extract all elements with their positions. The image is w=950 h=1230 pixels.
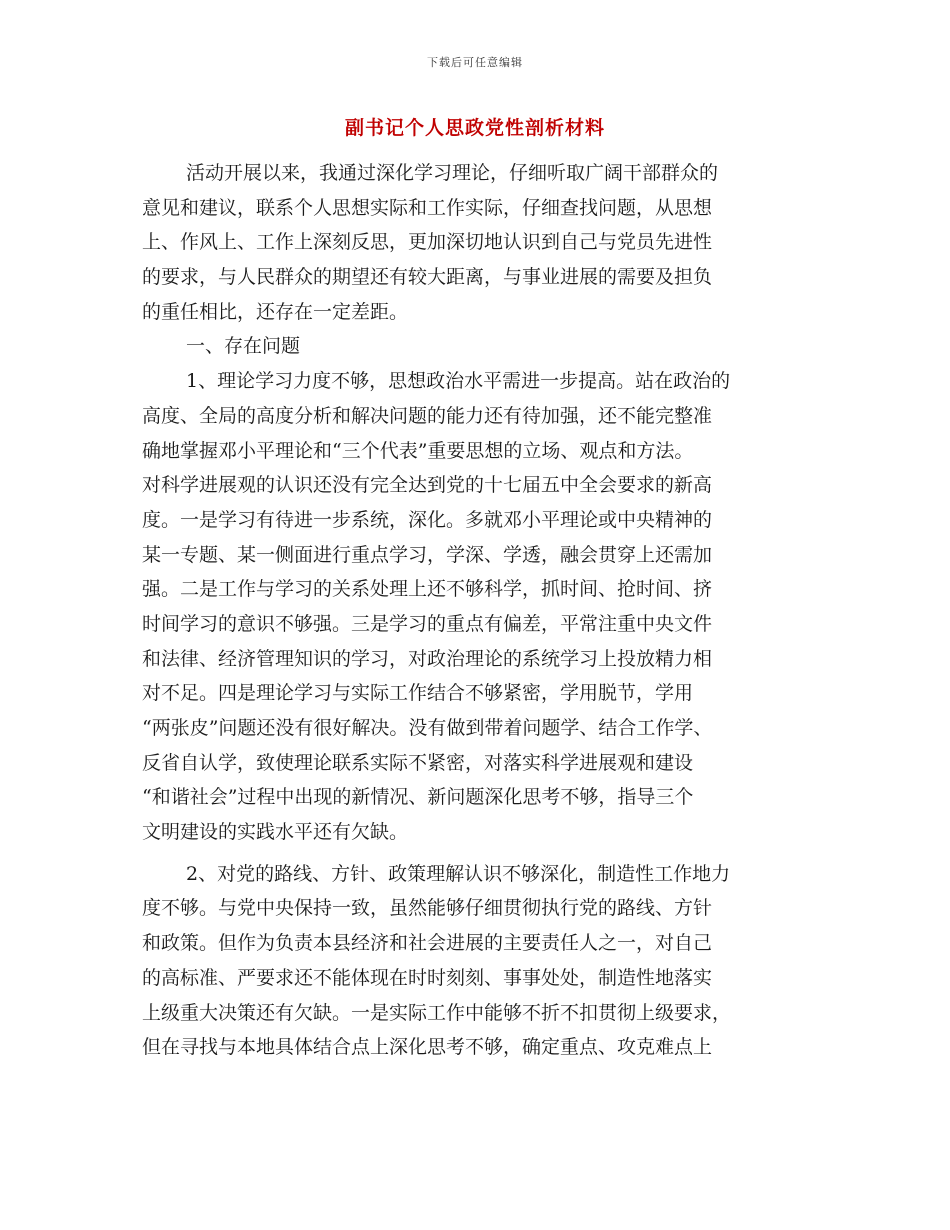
paragraph-line: 上、作风上、工作上深刻反思，更加深切地认识到自己与党员先进性	[142, 231, 713, 254]
paragraph-line: 度。一是学习有待进一步系统，深化。多就邓小平理论或中央精神的	[142, 508, 713, 531]
paragraph-line: 度不够。与党中央保持一致，虽然能够仔细贯彻执行党的路线、方针	[142, 897, 713, 920]
paragraph-line: 2、对党的路线、方针、政策理解认识不够深化，制造性工作地力	[186, 862, 731, 885]
paragraph-line: 1、理论学习力度不够，思想政治水平需进一步提高。站在政治的	[186, 370, 731, 393]
paragraph-line: 和政策。但作为负责本县经济和社会进展的主要责任人之一，对自己	[142, 932, 713, 955]
paragraph-line: 对不足。四是理论学习与实际工作结合不够紧密，学用脱节，学用	[142, 682, 694, 705]
paragraph-line: 的高标准、严要求还不能体现在时时刻刻、事事处处，制造性地落实	[142, 966, 713, 989]
paragraph-gap	[142, 850, 810, 857]
paragraph-line: “两张皮”问题还没有很好解决。没有做到带着问题学、结合工作学、	[142, 717, 713, 739]
section-heading: 一、存在问题	[186, 335, 301, 358]
paragraph-line: 和法律、经济管理知识的学习，对政治理论的系统学习上投放精力相	[142, 647, 713, 670]
paragraph-line: 确地掌握邓小平理论和“三个代表”重要思想的立场、观点和方法。	[142, 439, 694, 462]
paragraph-line: 的重任相比，还存在一定差距。	[142, 300, 409, 323]
paragraph-line: 强。二是工作与学习的关系处理上还不够科学，抓时间、抢时间、挤	[142, 578, 713, 601]
paragraph-line: 文明建设的实践水平还有欠缺。	[142, 821, 409, 844]
paragraph-line: 的要求，与人民群众的期望还有较大距离，与事业进展的需要及担负	[142, 266, 713, 289]
paragraph-line: 意见和建议，联系个人思想实际和工作实际，仔细查找问题，从思想	[142, 196, 713, 219]
document-body	[142, 156, 810, 1065]
page-header-note: 下载后可任意编辑	[427, 56, 523, 69]
paragraph-line: 活动开展以来，我通过深化学习理论，仔细听取广阔干部群众的	[186, 162, 719, 184]
paragraph-line: 反省自认学，致使理论联系实际不紧密，对落实科学进展观和建设	[142, 751, 694, 774]
paragraph-line: 高度、全局的高度分析和解决问题的能力还有待加强，还不能完整准	[142, 404, 713, 427]
paragraph-line: 但在寻找与本地具体结合点上深化思考不够，确定重点、攻克难点上	[142, 1036, 713, 1059]
paragraph-line: 上级重大决策还有欠缺。一是实际工作中能够不折不扣贯彻上级要求，	[142, 1001, 732, 1024]
paragraph-line: 时间学习的意识不够强。三是学习的重点有偏差，平常注重中央文件	[142, 612, 713, 635]
paragraph-line: 某一专题、某一侧面进行重点学习，学深、学透，融会贯穿上还需加	[142, 543, 713, 566]
paragraph-line: 对科学进展观的认识还没有完全达到党的十七届五中全会要求的新高	[142, 474, 713, 497]
paragraph-line: “和谐社会”过程中出现的新情况、新问题深化思考不够，指导三个	[142, 786, 694, 809]
document-title: 副书记个人思政党性剖析材料	[344, 117, 605, 139]
